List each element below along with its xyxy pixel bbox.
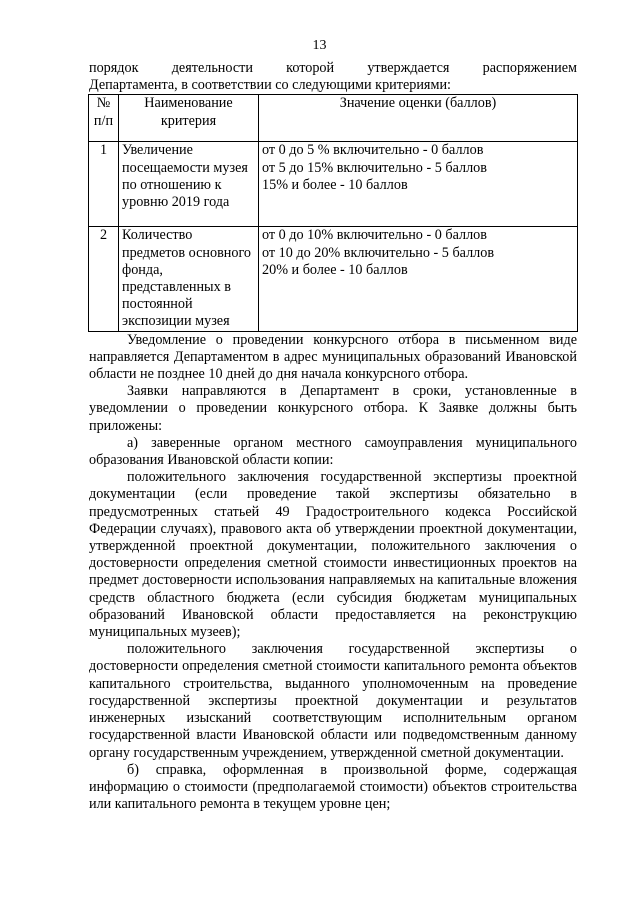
value-line: от 10 до 20% включительно - 5 баллов [262, 244, 495, 261]
paragraph-applications: Заявки направляются в Департамент в сроки, установленные в уведомлении о проведении конкурсного отбора. К Заявке должны быть приложены: [89, 383, 577, 434]
row-number: 1 [89, 142, 119, 227]
paragraph-item-b: б) справка, оформленная в произвольной форме, содержащая информацию о стоимости (предполагаемой стоимости) объектов строительства или капитального ремонта в текущем уровне цен; [89, 761, 577, 813]
criteria-table [88, 94, 578, 331]
paragraph-notice: Уведомление о проведении конкурсного отбора в письменном виде направляется Департаментом в адрес муниципальных образований Ивановской области не позднее 10 дней до дня начала конкурсного отбора. [89, 331, 577, 383]
intro-line-2: Департамента, в соответствии со следующими критериями: [89, 77, 451, 94]
intro-line-1: порядок деятельности которой утверждается распоряжением [89, 60, 577, 76]
document-body [89, 60, 577, 813]
value-line: от 0 до 10% включительно - 0 баллов [262, 227, 487, 244]
header-criterion: Наименование критерия [119, 95, 259, 142]
row-criterion: Количество предметов основного фонда, представленных в постоянной экспозиции музея [119, 227, 259, 331]
page-number: 13 [312, 38, 327, 53]
value-line: от 0 до 5 % включительно - 0 баллов [262, 142, 484, 159]
table-row [89, 142, 578, 227]
table-header-row [89, 95, 578, 142]
value-line: 15% и более - 10 баллов [262, 176, 408, 193]
paragraph-item-a: а) заверенные органом местного самоуправления муниципального образования Ивановской области копии: [89, 434, 577, 469]
header-number: № п/п [89, 95, 119, 142]
value-line: 20% и более - 10 баллов [262, 261, 408, 278]
row-values [259, 227, 578, 331]
table-row [89, 227, 578, 331]
row-values [259, 142, 578, 227]
value-line: от 5 до 15% включительно - 5 баллов [262, 159, 487, 176]
paragraph-expertise-project: положительного заключения государственной экспертизы проектной документации (если проведение такой экспертизы обязательно в предусмотренных статьей 49 Градостроительного кодекса Российской Федерации случаях), правового акта об утверждении проектной документации, утвержденной проектной документации, положительного заключения о достоверности определения сметной стоимости инвестиционных проектов на предмет достоверности использования направляемых на капитальные вложения средств областного бюджета (если субсидия бюджетам муниципальных образований Ивановской области предоставляется на реконструкцию муниципальных музеев); [89, 469, 577, 641]
row-number: 2 [89, 227, 119, 331]
header-score: Значение оценки (баллов) [259, 95, 578, 142]
row-criterion: Увеличение посещаемости музея по отношению к уровню 2019 года [119, 142, 259, 227]
paragraph-expertise-repair: положительного заключения государственной экспертизы о достоверности определения сметной стоимости капитального ремонта объектов капитального строительства, выданного уполномоченным на проведение государственной экспертизы проектной документации и результатов инженерных изысканий соответствующим исполнительным органом государственной власти Ивановской области или подведомственным данному органу государственным учреждением, утвержденной сметной документации. [89, 641, 577, 761]
